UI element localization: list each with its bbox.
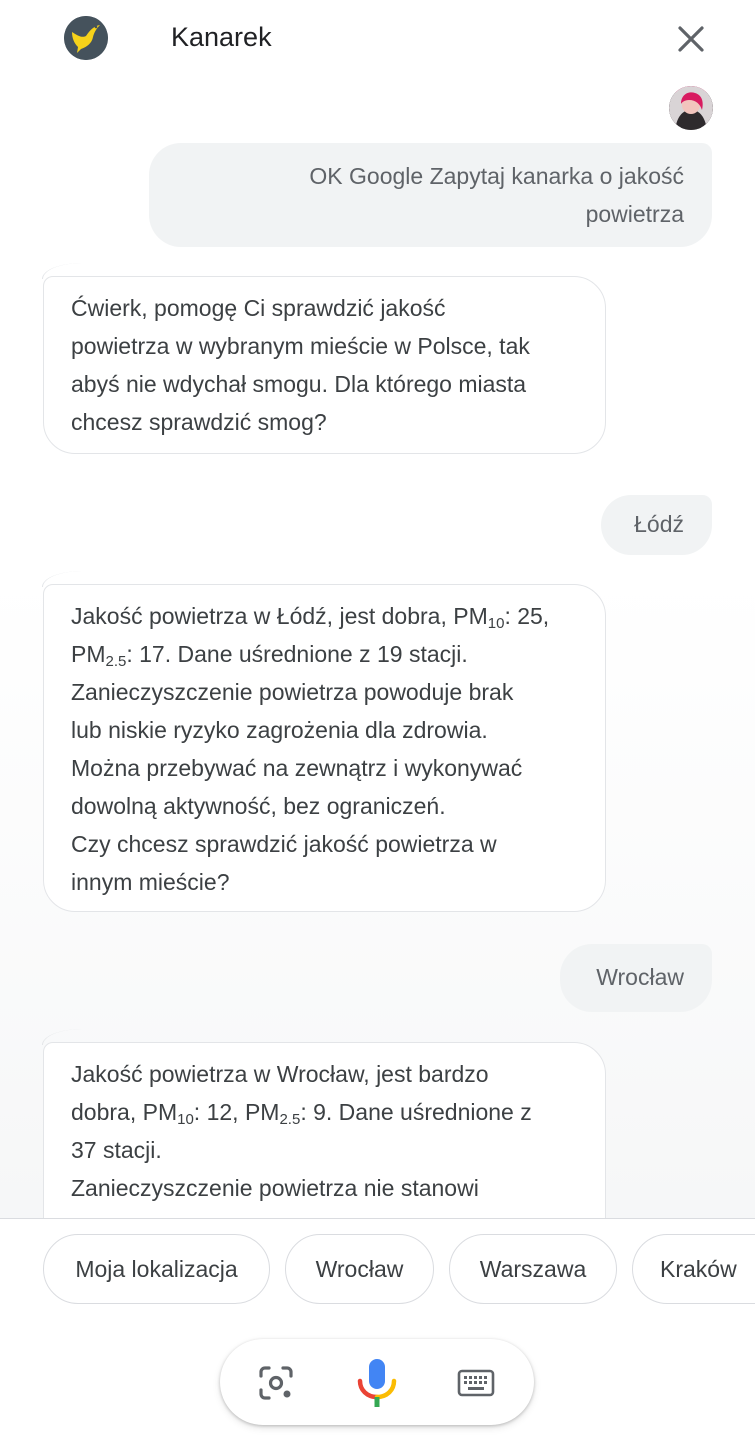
suggestion-chip-warszawa[interactable]: Warszawa <box>449 1234 617 1304</box>
message-line: innym mieście? <box>71 869 230 895</box>
suggestion-chip-krakow[interactable]: Kraków <box>632 1234 755 1304</box>
suggestion-chip-wroclaw[interactable]: Wrocław <box>285 1234 434 1304</box>
message-line <box>71 1093 585 1131</box>
bot-message <box>43 276 606 454</box>
message-line: chcesz sprawdzić smog? <box>71 409 327 435</box>
message-text: dobra, PM <box>71 1099 178 1125</box>
message-text: : 17. Dane uśrednione z 19 stacji. <box>126 641 468 667</box>
keyboard-button[interactable] <box>457 1368 495 1398</box>
message-line: Łódź <box>634 511 684 537</box>
message-line: dowolną aktywność, bez ograniczeń. <box>71 793 446 819</box>
bot-message <box>43 1042 606 1218</box>
message-line <box>71 597 585 635</box>
input-bar <box>220 1339 534 1425</box>
bot-message <box>43 584 606 912</box>
suggestion-chip-moja-lokalizacja[interactable]: Moja lokalizacja <box>43 1234 270 1304</box>
message-line: 37 stacji. <box>71 1137 162 1163</box>
message-line: Można przebywać na zewnątrz i wykonywać <box>71 755 523 781</box>
keyboard-icon <box>457 1368 495 1398</box>
message-line: powietrza <box>585 201 684 227</box>
message-line: Jakość powietrza w Wrocław, jest bardzo <box>71 1061 489 1087</box>
message-line <box>71 635 585 673</box>
message-line: lub niskie ryzyko zagrożenia dla zdrowia. <box>71 717 488 743</box>
message-text: Jakość powietrza w Łódź, jest dobra, PM <box>71 603 488 629</box>
message-line: Wrocław <box>596 964 684 990</box>
subscript: 10 <box>177 1111 194 1128</box>
message-line: Czy chcesz sprawdzić jakość powietrza w <box>71 831 497 857</box>
message-text: PM <box>71 641 106 667</box>
microphone-icon <box>354 1357 400 1411</box>
lens-button[interactable] <box>257 1364 295 1402</box>
message-text: : 25, <box>504 603 550 629</box>
subscript: 2.5 <box>279 1111 301 1128</box>
app-title: Kanarek <box>171 22 272 52</box>
user-message <box>149 143 712 247</box>
message-line: OK Google Zapytaj kanarka o jakość <box>309 163 684 189</box>
subscript: 10 <box>487 615 505 632</box>
message-line: Zanieczyszczenie powietrza nie stanowi <box>71 1175 479 1201</box>
message-text: : 12, PM <box>193 1099 280 1125</box>
subscript: 2.5 <box>105 653 127 670</box>
user-avatar <box>669 86 713 130</box>
message-line: abyś nie wdychał smogu. Dla którego miasta <box>71 371 527 397</box>
user-message <box>601 495 712 555</box>
message-line: powietrza w wybranym mieście w Polsce, tak <box>71 333 530 359</box>
message-text: : 9. Dane uśrednione z <box>300 1099 532 1125</box>
lens-icon <box>257 1364 295 1402</box>
message-line: Ćwierk, pomogę Ci sprawdzić jakość <box>71 295 446 321</box>
microphone-button[interactable] <box>354 1357 400 1411</box>
message-line: Zanieczyszczenie powietrza powoduje brak <box>71 679 514 705</box>
user-message <box>560 944 712 1012</box>
